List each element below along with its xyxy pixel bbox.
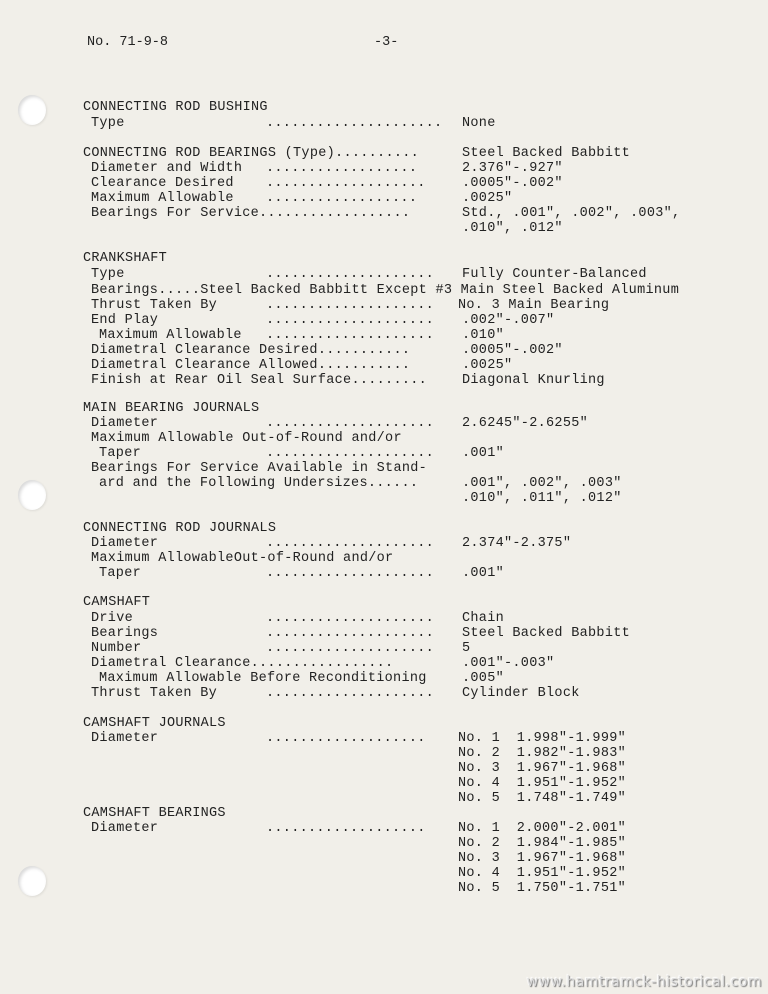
spec-value: None <box>462 116 496 131</box>
spec-value: .001", .002", .003" <box>462 476 622 491</box>
spec-value: Fully Counter-Balanced <box>462 267 647 282</box>
leader-dots: .................... <box>266 566 435 581</box>
leader-dots: ..................... <box>266 116 443 131</box>
spec-label: Diameter <box>91 416 159 431</box>
leader-dots: .................... <box>266 298 435 313</box>
section-heading: CONNECTING ROD BUSHING <box>83 100 268 115</box>
spec-label: End Play <box>91 313 159 328</box>
leader-dots: ................... <box>266 731 426 746</box>
spec-label: Diameter <box>91 821 159 836</box>
leader-dots: .................... <box>266 626 435 641</box>
spec-value: No. 1 2.000"-2.001" <box>458 821 627 836</box>
spec-value: .005" <box>462 671 505 686</box>
leader-dots: .................... <box>266 536 435 551</box>
spec-value: 2.376"-.927" <box>462 161 563 176</box>
leader-dots: .................... <box>266 416 435 431</box>
spec-label: Drive <box>91 611 134 626</box>
spec-value: Chain <box>462 611 505 626</box>
spec-label: Diametral Clearance................. <box>91 656 394 671</box>
spec-label: Bearings <box>91 626 159 641</box>
spec-label: Taper <box>99 566 142 581</box>
spec-value: .010" <box>462 328 505 343</box>
spec-value: 5 <box>462 641 471 656</box>
spec-value: No. 1 1.998"-1.999" <box>458 731 627 746</box>
spec-value: Steel Backed Babbitt <box>462 146 631 161</box>
document-number: No. 71-9-8 <box>87 35 169 50</box>
leader-dots: .................. <box>266 191 418 206</box>
spec-label: Diameter <box>91 536 159 551</box>
spec-value: .001" <box>462 446 505 461</box>
section-heading: MAIN BEARING JOURNALS <box>83 401 260 416</box>
spec-label: Maximum Allowable Out-of-Round and/or <box>91 431 402 446</box>
leader-dots: ................... <box>266 176 426 191</box>
spec-value: Std., .001", .002", .003", <box>462 206 681 221</box>
spec-label: Bearings For Service.................. <box>91 206 411 221</box>
spec-label: Bearings.....Steel Backed Babbitt Except #3 Main Steel Backed Aluminum <box>91 283 680 298</box>
punch-hole-top <box>18 95 46 125</box>
spec-value: .010", .012" <box>462 221 563 236</box>
spec-label: Finish at Rear Oil Seal Surface......... <box>91 373 428 388</box>
spec-value: Diagonal Knurling <box>462 373 605 388</box>
spec-value: Steel Backed Babbitt <box>462 626 631 641</box>
spec-label: Thrust Taken By <box>91 686 218 701</box>
section-heading: CAMSHAFT JOURNALS <box>83 716 226 731</box>
section-heading: CAMSHAFT <box>83 595 151 610</box>
spec-value: .010", .011", .012" <box>462 491 622 506</box>
spec-value: No. 5 1.748"-1.749" <box>458 791 627 806</box>
leader-dots: .................... <box>266 446 435 461</box>
spec-label: Diameter <box>91 731 159 746</box>
section-heading: CONNECTING ROD JOURNALS <box>83 521 277 536</box>
spec-value: No. 4 1.951"-1.952" <box>458 776 627 791</box>
section-heading: CRANKSHAFT <box>83 251 168 266</box>
spec-value: .0025" <box>462 191 513 206</box>
spec-label: Maximum Allowable <box>99 328 242 343</box>
spec-value: No. 2 1.984"-1.985" <box>458 836 627 851</box>
spec-label: Type <box>91 267 125 282</box>
spec-value: 2.374"-2.375" <box>462 536 572 551</box>
watermark: www.hamtramck-historical.com <box>526 974 762 990</box>
leader-dots: .................... <box>266 611 435 626</box>
page-number: -3- <box>374 35 399 50</box>
spec-value: No. 5 1.750"-1.751" <box>458 881 627 896</box>
spec-label: Number <box>91 641 142 656</box>
spec-value: .0005"-.002" <box>462 343 563 358</box>
spec-value: .002"-.007" <box>462 313 555 328</box>
section-heading: CAMSHAFT BEARINGS <box>83 806 226 821</box>
spec-value: No. 3 Main Bearing <box>458 298 610 313</box>
spec-value: 2.6245"-2.6255" <box>462 416 589 431</box>
spec-label: Maximum AllowableOut-of-Round and/or <box>91 551 394 566</box>
leader-dots: .................... <box>266 267 435 282</box>
spec-value: Cylinder Block <box>462 686 580 701</box>
punch-hole-bottom <box>18 866 46 896</box>
spec-label: ard and the Following Undersizes...... <box>99 476 419 491</box>
leader-dots: .................... <box>266 328 435 343</box>
spec-label: Maximum Allowable <box>91 191 234 206</box>
spec-label: Diametral Clearance Allowed........... <box>91 358 411 373</box>
leader-dots: .................... <box>266 313 435 328</box>
spec-value: .001" <box>462 566 505 581</box>
section-heading: CONNECTING ROD BEARINGS (Type).......... <box>83 146 420 161</box>
leader-dots: .................... <box>266 641 435 656</box>
spec-value: .0025" <box>462 358 513 373</box>
punch-hole-middle <box>18 480 46 510</box>
spec-label: Bearings For Service Available in Stand- <box>91 461 428 476</box>
leader-dots: .................... <box>266 686 435 701</box>
spec-label: Thrust Taken By <box>91 298 218 313</box>
spec-label: Clearance Desired <box>91 176 234 191</box>
leader-dots: .................. <box>266 161 418 176</box>
spec-value: No. 3 1.967"-1.968" <box>458 851 627 866</box>
spec-label: Diameter and Width <box>91 161 243 176</box>
spec-label: Type <box>91 116 125 131</box>
spec-value: No. 4 1.951"-1.952" <box>458 866 627 881</box>
spec-value: .001"-.003" <box>462 656 555 671</box>
spec-value: No. 2 1.982"-1.983" <box>458 746 627 761</box>
spec-value: No. 3 1.967"-1.968" <box>458 761 627 776</box>
spec-label: Taper <box>99 446 142 461</box>
spec-label: Diametral Clearance Desired........... <box>91 343 411 358</box>
leader-dots: ................... <box>266 821 426 836</box>
spec-label: Maximum Allowable Before Reconditioning <box>99 671 427 686</box>
spec-value: .0005"-.002" <box>462 176 563 191</box>
